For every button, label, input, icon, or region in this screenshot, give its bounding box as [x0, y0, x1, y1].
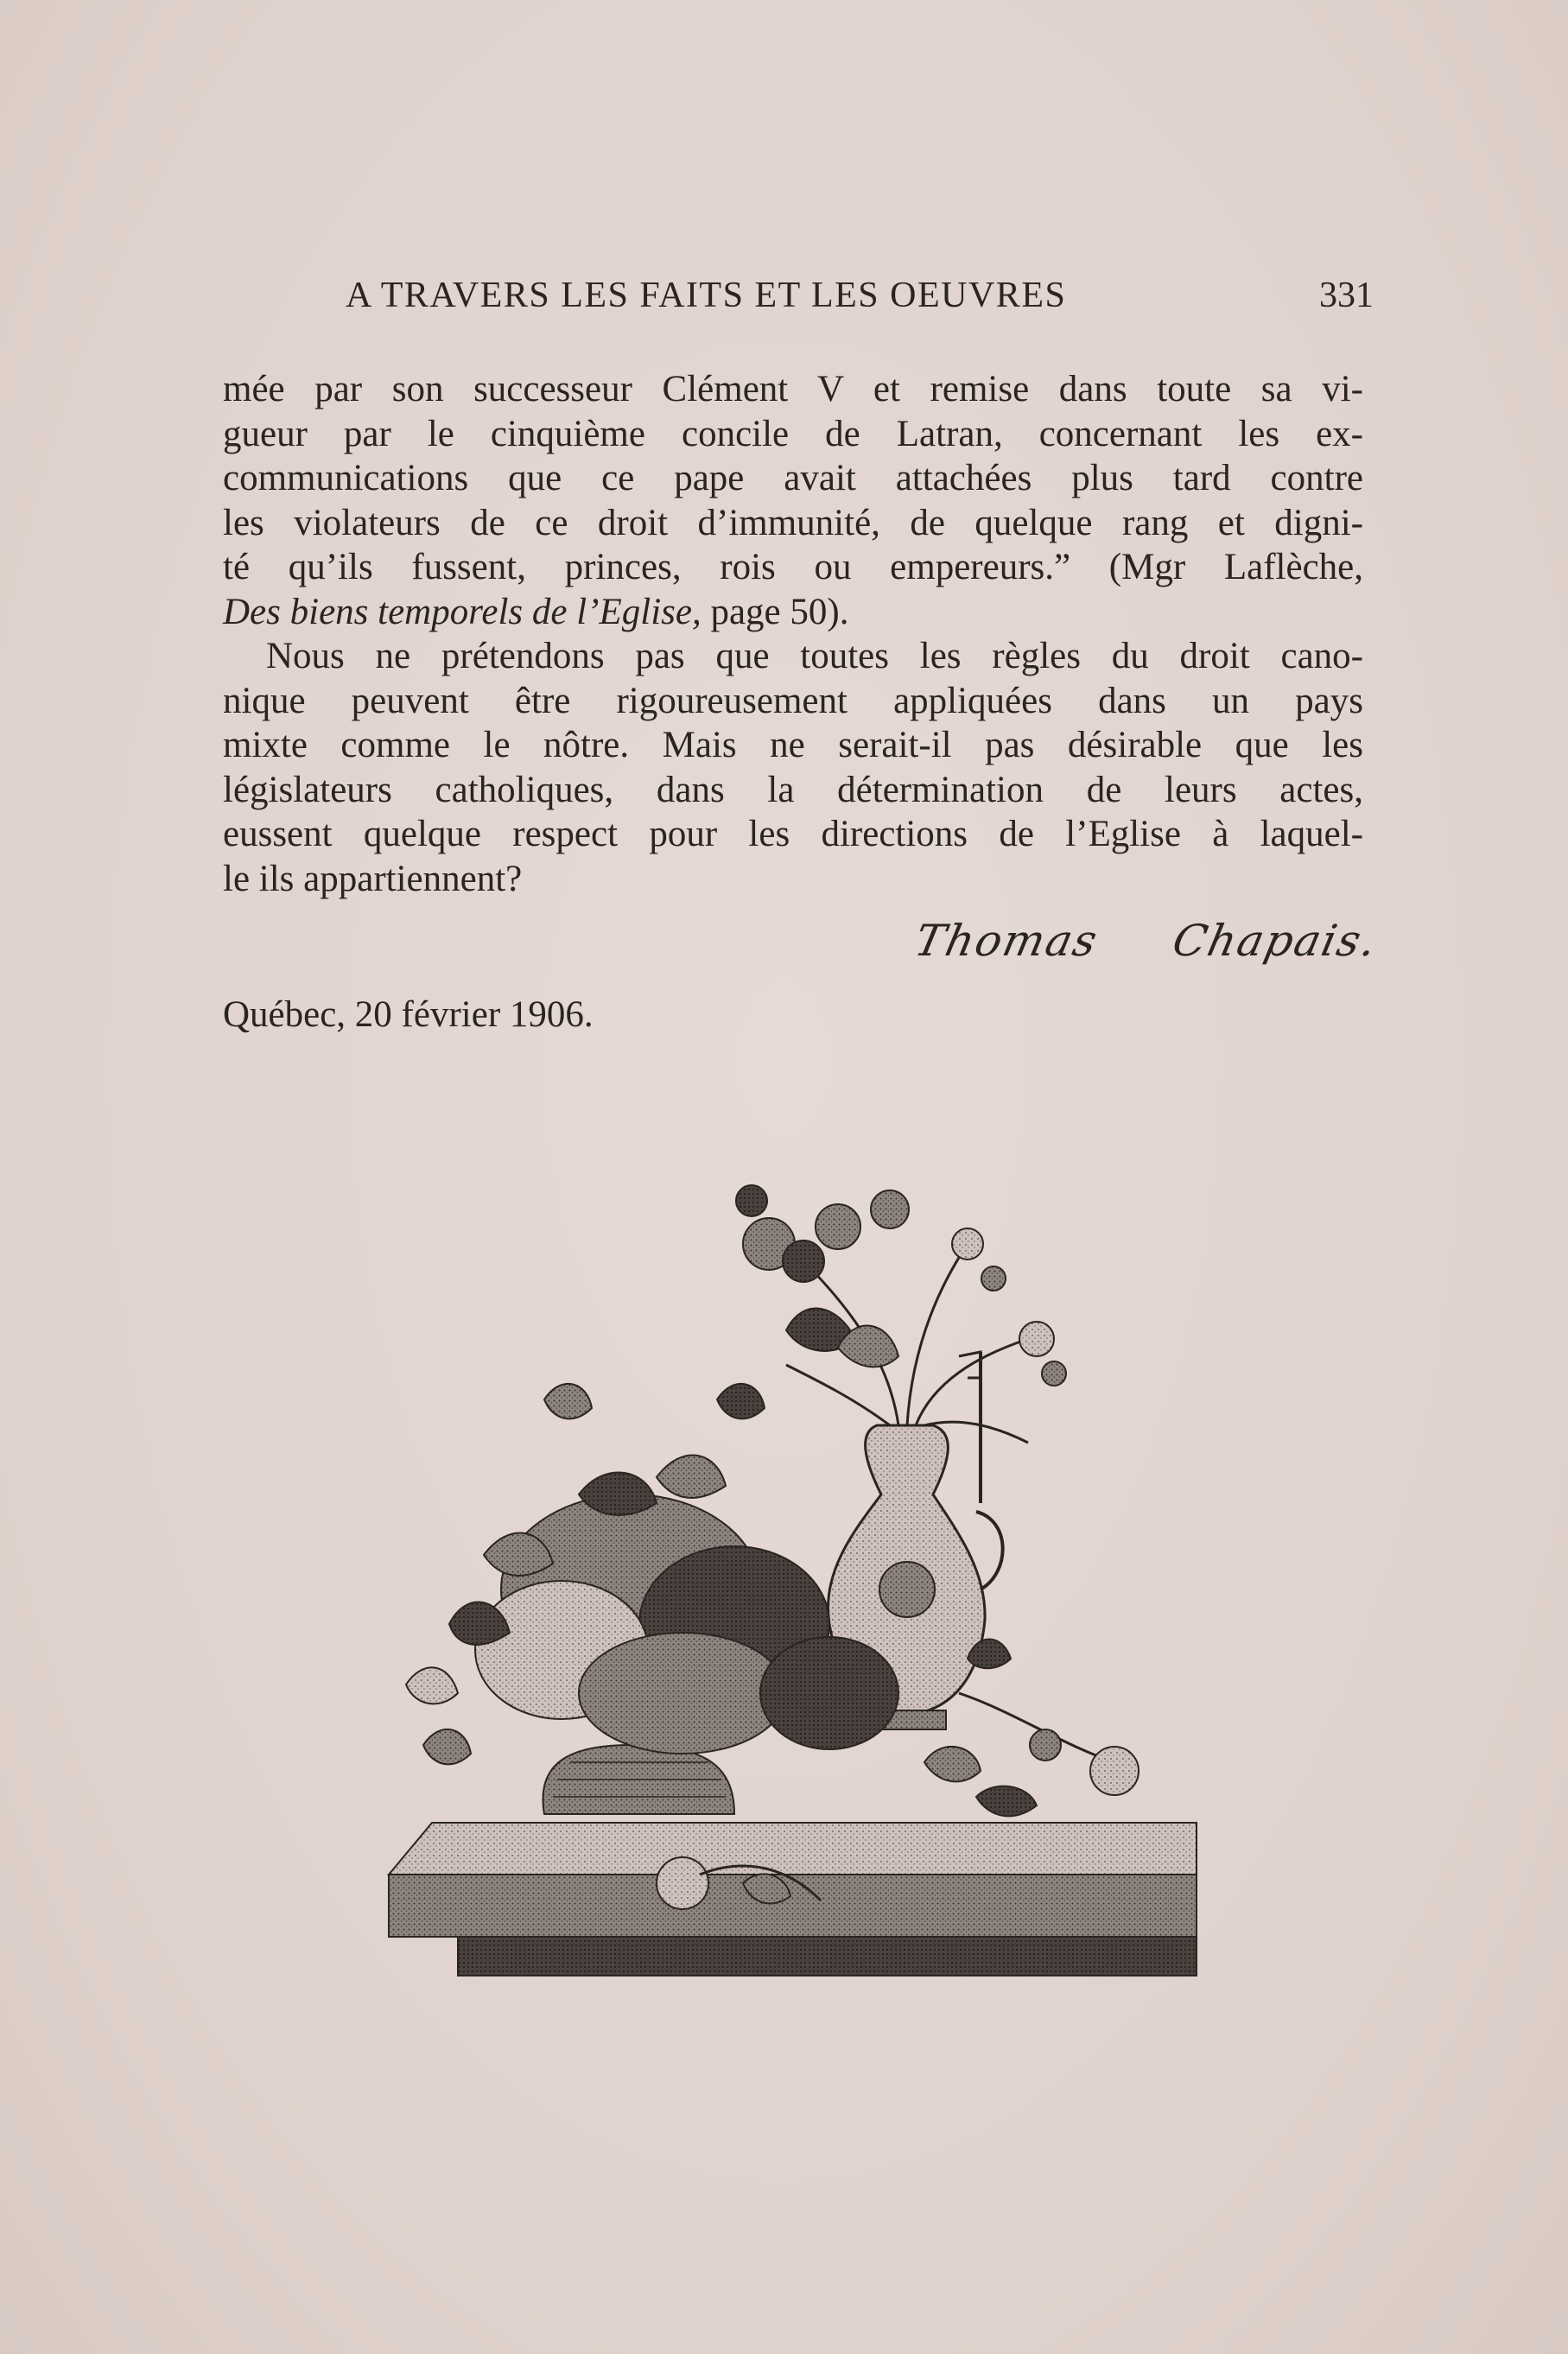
page-number: 331: [1319, 276, 1374, 315]
page-header: [346, 275, 1374, 327]
text-line: mée par son successeur Clément V et remise dans toute sa vi-: [223, 369, 1363, 409]
signature-last-name: Chapais.: [1168, 916, 1383, 966]
signature-first-name: Thomas: [910, 916, 1103, 966]
still-life-illustration: [371, 1140, 1218, 2004]
text-line: té qu’ils fussent, princes, rois ou empereurs.” (Mgr Laflèche,: [223, 547, 1363, 587]
citation-page: page 50).: [701, 591, 849, 632]
text-line: les violateurs de ce droit d’immunité, de quelque rang et digni-: [223, 502, 1363, 543]
text-line: législateurs catholiques, dans la détermination de leurs actes,: [223, 769, 1363, 810]
text-line: le ils appartiennent?: [223, 858, 523, 899]
body-text: [223, 367, 1363, 901]
still-life-engraving: [371, 1140, 1218, 2004]
dateline: Québec, 20 février 1906.: [223, 994, 594, 1035]
text-line: nique peuvent être rigoureusement appliquées dans un pays: [223, 680, 1363, 721]
text-line: communications que ce pape avait attachées plus tard contre: [223, 458, 1363, 498]
vase-blossoms: [736, 1185, 1066, 1386]
citation-title: Des biens temporels de l’Eglise,: [223, 591, 701, 632]
text-line: Nous ne prétendons pas que toutes les règles du droit cano-: [266, 636, 1363, 676]
text-line: gueur par le cinquième concile de Latran, concernant les ex-: [223, 413, 1363, 454]
text-line: mixte comme le nôtre. Mais ne serait-il pas désirable que les: [223, 725, 1363, 765]
text-line: eussent quelque respect pour les directions de l’Eglise à laquel-: [223, 814, 1363, 854]
table-slab: [389, 1823, 1197, 1976]
running-title: A TRAVERS LES FAITS ET LES OEUVRES: [346, 276, 1067, 315]
text-line-citation: [223, 590, 1363, 635]
author-signature: [911, 916, 1382, 966]
